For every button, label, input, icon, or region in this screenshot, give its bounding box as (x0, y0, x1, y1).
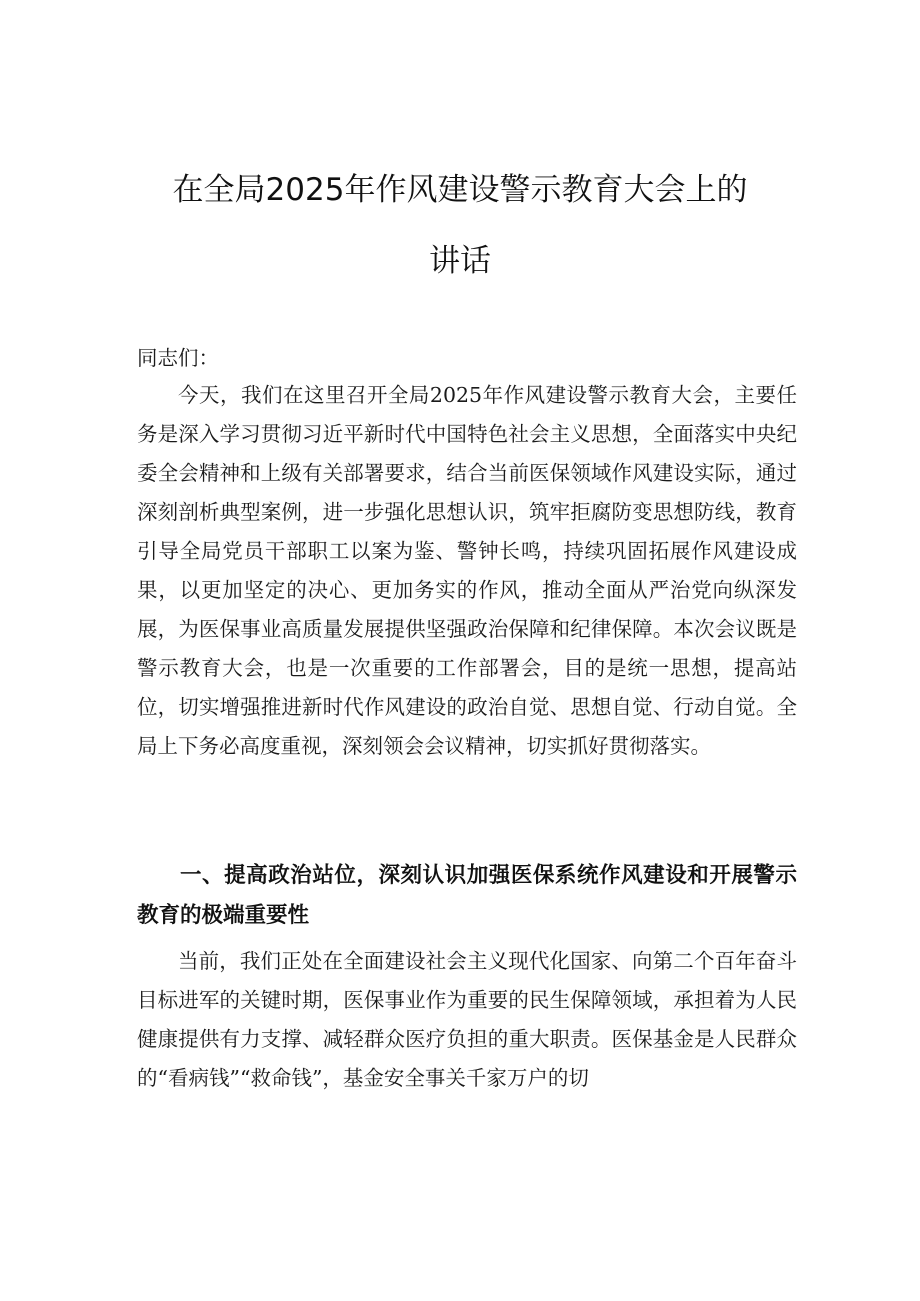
document-title-line-1: 在全局2025年作风建设警示教育大会上的 (172, 172, 748, 208)
salutation: 同志们： (137, 346, 219, 370)
document-title-line-2: 讲话 (429, 243, 491, 279)
paragraph-intro: 今天，我们在这里召开全局2025年作风建设警示教育大会，主要任务是深入学习贯彻习近平新时代中国特色社会主义思想，全面落实中央纪委全会精神和上级有关部署要求，结合当前医保领域作风建设实际，通过深刻剖析典型案例，进一步强化思想认识，筑牢拒腐防变思想防线，教育引导全局党员干部职工以案为鉴、警钟长鸣，持续巩固拓展作风建设成果，以更加坚定的决心、更加务实的作风，推动全面从严治党向纵深发展，为医保事业高质量发展提供坚强政治保障和纪律保障。本次会议既是警示教育大会，也是一次重要的工作部署会，目的是统一思想，提高站位，切实增强推进新时代作风建设的政治自觉、思想自觉、行动自觉。全局上下务必高度重视，深刻领会会议精神，切实抓好贯彻落实。 (137, 383, 797, 758)
paragraph-section-1: 当前，我们正处在全面建设社会主义现代化国家、向第二个百年奋斗目标进军的关键时期，医保事业作为重要的民生保障领域，承担着为人民健康提供有力支撑、减轻群众医疗负担的重大职责。医保基金是人民群众的“看病钱”“救命钱”，基金安全事关千家万户的切 (137, 949, 797, 1090)
section-heading-1: 一、提高政治站位，深刻认识加强医保系统作风建设和开展警示教育的极端重要性 (137, 863, 797, 928)
